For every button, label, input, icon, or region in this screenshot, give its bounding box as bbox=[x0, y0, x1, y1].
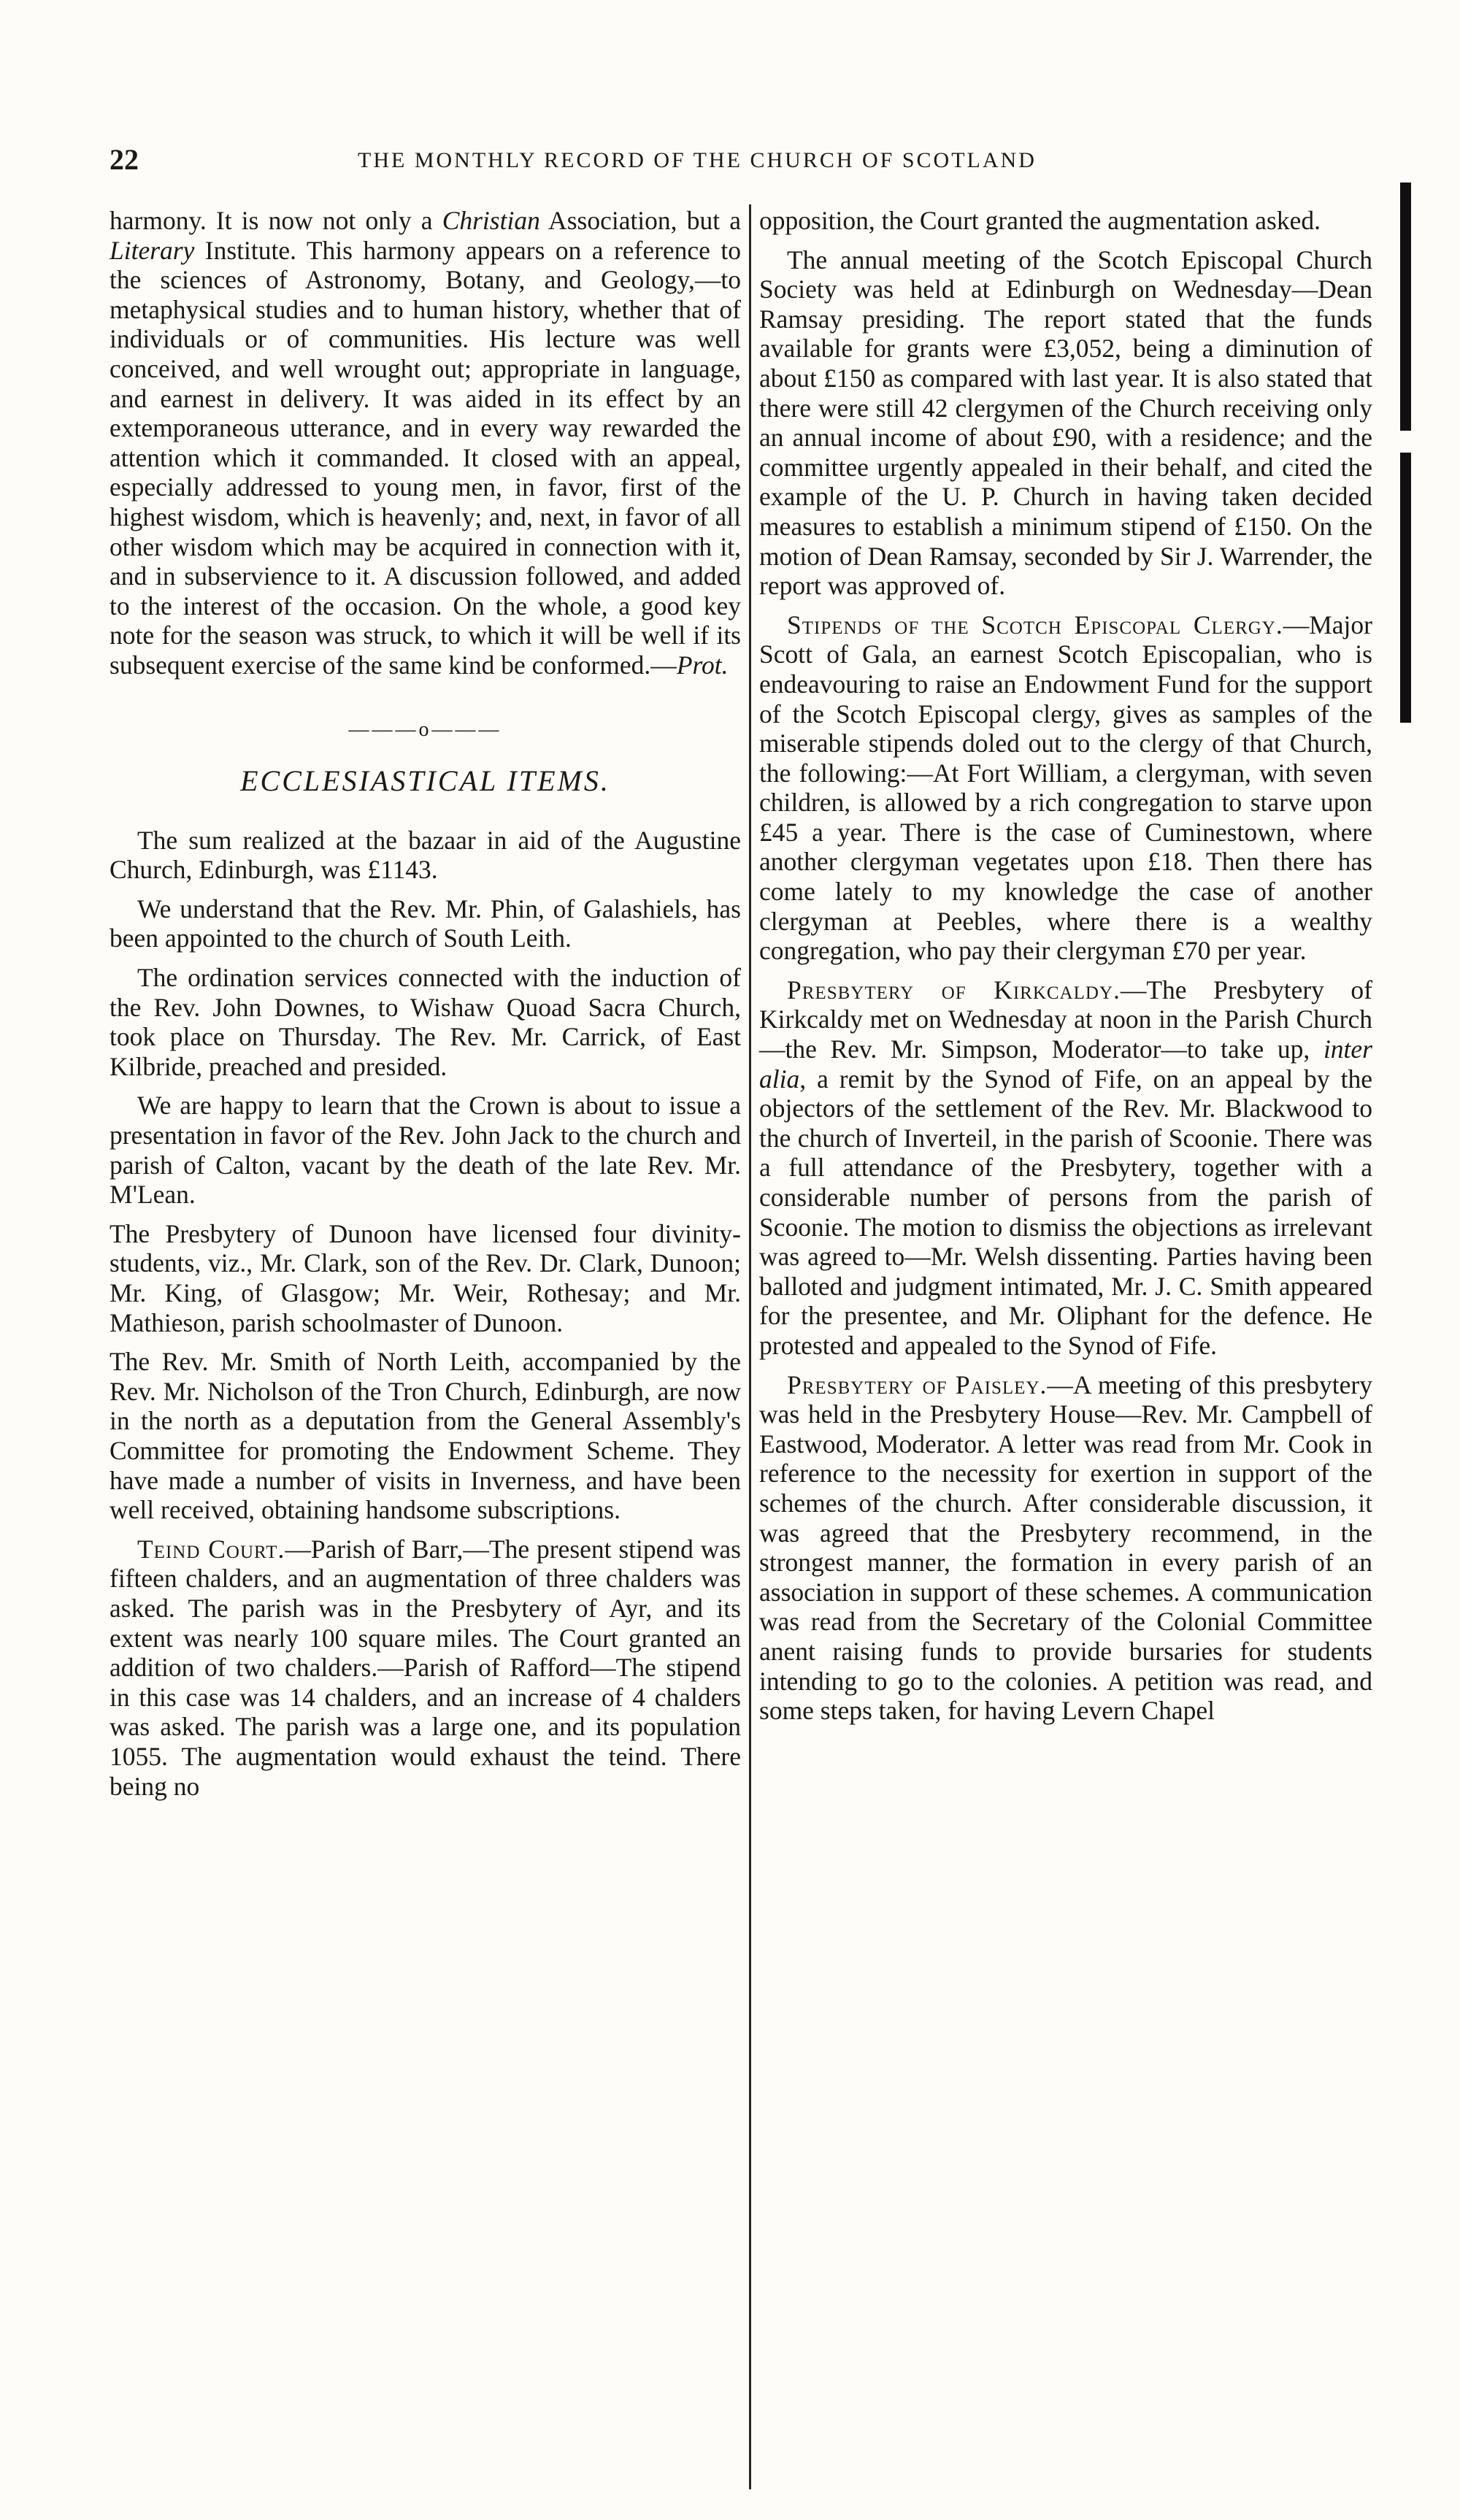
paragraph-lecture-review: harmony. It is now not only a Christian Association, but a Literary Institute. This harmony appears on a reference to the sciences of Astronomy, Botany, and Geology,—to metaphysical studies and to human history, whether that of individuals or of communities. His lecture was well conceived, and well wrought out; appropriate in language, and earnest in delivery. It was aided in its effect by an extemporaneous utterance, and in every way rewarded the attention which it commanded. It closed with an appeal, especially addressed to young men, in favor, first of the highest wisdom, which is heavenly; and, next, in favor of all other wisdom which may be acquired in connection with it, and in subservience to it. A discussion followed, and added to the interest of the occasion. On the whole, a good key note for the season was struck, to which it will be well if its subsequent exercise of the same kind be conformed.—Prot. bbox=[110, 206, 742, 680]
paragraph-bazaar: The sum realized at the bazaar in aid of the Augustine Church, Edinburgh, was £1143. bbox=[110, 825, 741, 885]
paragraph-continuation: opposition, the Court granted the augmentation asked. bbox=[759, 206, 1321, 235]
right-column bbox=[759, 206, 1372, 1735]
section-heading: ECCLESIASTICAL ITEMS. bbox=[240, 764, 610, 798]
page-number: 22 bbox=[110, 143, 139, 176]
margin-bar-bottom bbox=[1400, 453, 1411, 723]
section-separator: ———o——— bbox=[348, 718, 502, 741]
paragraph-episcopal-stipends: Stipends of the Scotch Episcopal Clergy.—Major Scott of Gala, an earnest Scotch Episcopalian, who is endeavouring to raise an Endowment Fund for the support of the Scotch Episcopal clergy, gives as samples of the miserable stipends doled out to the clergy of that Church, the following:—At Fort William, a clergyman, with seven children, is allowed by a rich congregation to starve upon £45 a year. There is the case of Cuminestown, where another clergyman vegetates upon £18. Then there has come lately to my knowledge the case of another clergyman at Peebles, where there is a wealthy congregation, who pay their clergyman £70 per year. bbox=[759, 610, 1372, 966]
item-lead: Teind Court. bbox=[137, 1534, 285, 1564]
paragraph-kirkcaldy: Presbytery of Kirkcaldy.—The Presbytery of Kirkcaldy met on Wednesday at noon in the Parish Church—the Rev. Mr. Simpson, Moderator—to take up, inter alia, a remit by the Synod of Fife, on an appeal by the objectors of the settlement of the Rev. Mr. Blackwood to the church of Inverteil, in the parish of Scoonie. There was a full attendance of the Presbytery, together with a considerable number of persons from the parish of Scoonie. The motion to dismiss the objections as irrelevant was agreed to—Mr. Welsh dissenting. Parties having been balloted and judgment intimated, Mr. J. C. Smith appeared for the presentee, and Mr. Oliphant for the defence. He protested and appealed to the Synod of Fife. bbox=[759, 975, 1372, 1360]
item-lead: Presbytery of Paisley. bbox=[787, 1370, 1048, 1399]
column-divider bbox=[749, 204, 751, 2489]
paragraph-teind-court: Teind Court.—Parish of Barr,—The present stipend was fifteen chalders, and an augmentation of three chalders was asked. The parish was in the Presbytery of Ayr, and its extent was nearly 100 square miles. The Court granted an addition of two chalders.—Parish of Rafford—The stipend in this case was 14 chalders, and an increase of 4 chalders was asked. The parish was a large one, and its population 1055. The augmentation would exhaust the teind. There being no bbox=[110, 1534, 741, 1801]
paragraph-deputation: The Rev. Mr. Smith of North Leith, accompanied by the Rev. Mr. Nicholson of the Tron Church, Edinburgh, are now in the north as a deputation from the General Assembly's Committee for promoting the Endowment Scheme. They have made a number of visits in Inverness, and have been well received, obtaining handsome subscriptions. bbox=[110, 1347, 741, 1525]
left-column bbox=[110, 206, 741, 1810]
paragraph-crown-presentation: We are happy to learn that the Crown is about to issue a presentation in favor of the Rev. John Jack to the church and parish of Calton, vacant by the death of the late Rev. Mr. M'Lean. bbox=[110, 1091, 741, 1210]
item-lead: Presbytery of Kirkcaldy. bbox=[787, 975, 1121, 1004]
paragraph-episcopal-society: The annual meeting of the Scotch Episcopal Church Society was held at Edinburgh on Wednesday—Dean Ramsay presiding. The report stated that the funds available for grants were £3,052, being a diminution of about £150 as compared with last year. It is also stated that there were still 42 clergymen of the Church receiving only an annual income of about £90, with a residence; and the committee urgently appealed in their behalf, and cited the example of the U. P. Church in having taken decided measures to establish a minimum stipend of £150. On the motion of Dean Ramsay, seconded by Sir J. Warrender, the report was approved of. bbox=[759, 245, 1372, 601]
paragraph-ordination: The ordination services connected with the induction of the Rev. John Downes, to Wishaw Quoad Sacra Church, took place on Thursday. The Rev. Mr. Carrick, of East Kilbride, preached and presided. bbox=[110, 963, 741, 1081]
running-title: THE MONTHLY RECORD OF THE CHURCH OF SCOTLAND bbox=[358, 148, 1037, 172]
paragraph-dunoon: The Presbytery of Dunoon have licensed four divinity-students, viz., Mr. Clark, son of the Rev. Dr. Clark, Dunoon; Mr. King, of Glasgow; Mr. Weir, Rothesay; and Mr. Mathieson, parish schoolmaster of Dunoon. bbox=[110, 1218, 741, 1337]
paragraph-phin: We understand that the Rev. Mr. Phin, of Galashiels, has been appointed to the church of South Leith. bbox=[110, 894, 741, 953]
paragraph-paisley: Presbytery of Paisley.—A meeting of this presbytery was held in the Presbytery House—Rev. Mr. Campbell of Eastwood, Moderator. A letter was read from Mr. Cook in reference to the necessity for exertion in support of the schemes of the church. After considerable discussion, it was agreed that the Presbytery recommend, in the strongest manner, the formation in every parish of an association in support of these schemes. A communication was read from the Secretary of the Colonial Committee anent raising funds to provide bursaries for students intending to go to the colonies. A petition was read, and some steps taken, for having Levern Chapel bbox=[759, 1370, 1372, 1726]
item-lead: Stipends of the Scotch Episcopal Clergy. bbox=[787, 610, 1283, 639]
margin-bar-top bbox=[1400, 183, 1411, 431]
page-header bbox=[110, 142, 1321, 186]
